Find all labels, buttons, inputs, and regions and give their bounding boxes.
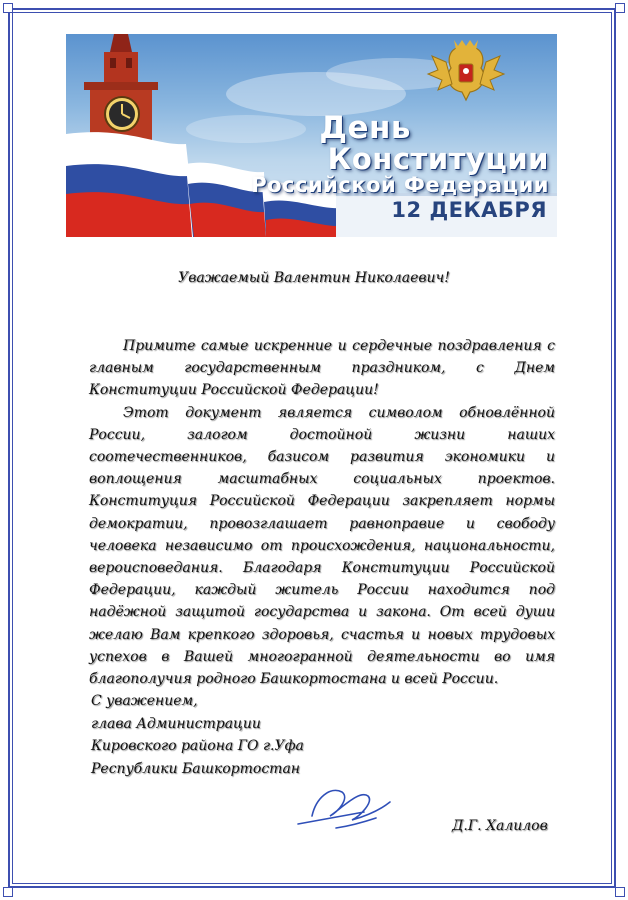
paragraph: Этот документ является символом обновлённой России, залогом достойной жизни наших соотечественников, базисом развития экономики и воплощения масштабных социальных проектов. Конституция Российской Федерации закрепляет нормы демократии, провозглашает равноправие и свободу человека независимо от происхождения, национальности, вероисповедания. Благодаря Конституции Российской Федерации, каждый житель России находится под надёжной защитой государства и закона. От всей души желаю Вам крепкого здоровья, счастья и новых трудовых успехов в Вашей многогранной деятельности во имя благополучия родного Башкортостана и всей России.: [89, 404, 555, 688]
letter-body: [89, 335, 555, 690]
banner-title-line1: День: [319, 110, 411, 146]
closing-block: [91, 690, 304, 780]
salutation: Уважаемый Валентин Николаевич!: [178, 270, 450, 286]
border-corner: [3, 887, 13, 897]
border-corner: [615, 887, 625, 897]
paragraph: Примите самые искренние и сердечные поздравления с главным государственным праздником, с Днем Конституции Российской Федерации!: [89, 338, 555, 399]
coat-of-arms-icon: [428, 40, 504, 100]
constitution-day-banner: [66, 34, 557, 237]
border-corner: [3, 3, 13, 13]
banner-date: 12 ДЕКАБРЯ: [391, 198, 547, 222]
closing-line: Республики Башкортостан: [91, 760, 301, 777]
banner-title-line2: Конституции: [327, 142, 549, 176]
closing-line: С уважением,: [91, 693, 198, 709]
closing-line: глава Администрации: [91, 715, 261, 732]
banner-title-line3: Российской Федерации: [251, 173, 549, 197]
closing-line: Кировского района ГО г.Уфа: [91, 738, 304, 755]
signer-name: Д.Г. Халилов: [452, 818, 548, 834]
handwritten-signature: [290, 776, 400, 838]
clock-icon: [105, 97, 139, 131]
border-corner: [615, 3, 625, 13]
